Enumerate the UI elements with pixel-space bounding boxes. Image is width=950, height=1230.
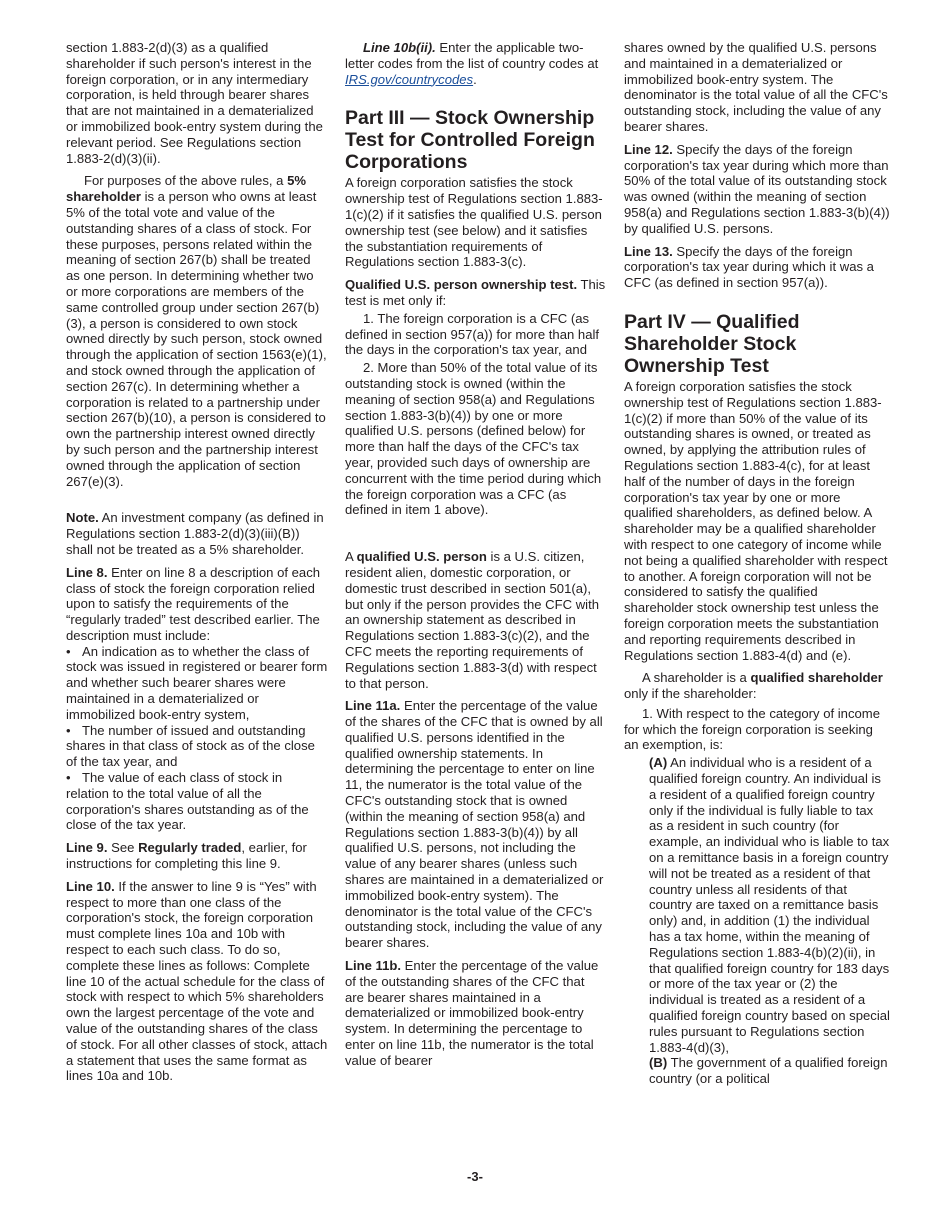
line13-paragraph: Line 13. Specify the days of the foreign corporation's tax year during which it was a CFC (as defined in section 957(a)). <box>624 243 874 291</box>
list-item: • An indication as to whether the class of stock was issued in registered or bearer form and whether such bearer shares were maintained in a dematerialized or immobilized book-entry system, <box>66 643 328 722</box>
country-codes-link[interactable]: IRS.gov/countrycodes <box>345 71 474 87</box>
text: Enter on line 8 a description of each class of stock the foreign corporation relied upon to satisfy the requirements of the “regularly traded” test described earlier. The description must include: <box>66 564 321 643</box>
text: For purposes of the above rules, a <box>84 173 288 189</box>
paragraph: A foreign corporation satisfies the stock ownership test of Regulations section 1.883-1(c)(2) if more than 50% of the value of its outstanding shares is owned, or treated as owned, by applying the attribution rules of Regulations section 1.883-4(c), for at least half of the number of days in the foreign corporation's tax year by one or more qualified shareholders, as defined below. A shareholder may be a qualified shareholder with respect to one category of income while not being a qualified shareholder with respect to another. A foreign corporation will not be considered to satisfy the qualified shareholder stock ownership test unless the foreign corporation meets the substantiation and reporting requirements described in Regulations section 1.883-4(d) and (e). <box>624 378 888 663</box>
paragraph: A foreign corporation satisfies the stock ownership test of Regulations section 1.883-1(c)(2) if it satisfies the qualified U.S. person ownership test (see below) and it satisfies the substantiation requirements of Regulations section 1.883-3(c). <box>345 175 603 270</box>
list-item: 2. More than 50% of the total value of its outstanding stock is owned (within the meaning of section 958(a) and Regulations section 1.883-3(b)(4)) by one or more qualified U.S. persons (defined below) for more than half the days of the CFC's tax year, provided such days of ownership are concurrent with the time period during which the foreign corporation was a CFC (as defined in item 1 above). <box>345 360 602 518</box>
line11a-label: Line 11a. <box>345 698 401 714</box>
term-qualified-shareholder: qualified shareholder <box>750 670 883 686</box>
part4-heading: Part IV — Qualified Shareholder Stock Ownership Test <box>624 310 800 377</box>
term-regularly-traded: Regularly traded <box>138 840 242 856</box>
text: An investment company (as defined in Regulations section 1.883-2(d)(3)(iii)(B)) shall not be treated as a 5% shareholder. <box>66 510 324 557</box>
bullet-icon: • <box>66 643 71 659</box>
column-3 <box>624 40 890 1087</box>
term-qualified-us-person: qualified U.S. person <box>356 549 487 565</box>
paragraph-5pct-shareholder <box>66 173 328 489</box>
text: is a person who owns at least 5% of the total vote and value of the outstanding shares of a class of stock. For these purposes, persons related within the meaning of section 267(b) shall be treated as one person. In determining whether two or more corporations are members of the same controlled group under section 267(b)(3), a person is considered to own stock owned directly by such person, stock owned through the application of section 1563(e)(1), and stock owned through the application of section 267(c). In determining whether a corporation is related to a partnership under section 267(b)(10), a person is considered to own the partnership interest owned directly by such person and the partnership interest owned through the application of section 267(e)(3). <box>66 189 327 489</box>
note-paragraph <box>66 510 328 557</box>
line10-label: Line 10. <box>66 878 115 894</box>
part3-heading: Part III — Stock Ownership Test for Controlled Foreign Corporations <box>345 107 595 174</box>
paragraph: shares owned by the qualified U.S. persons and maintained in a dematerialized or immobilized book-entry system. The denominator is the total value of all the CFC's outstanding stock, including the value of any bearer shares. <box>624 40 888 134</box>
list-item: • The number of issued and outstanding shares in that class of stock as of the close of the tax year, and <box>66 722 315 770</box>
qualified-test-label: Qualified U.S. person ownership test. <box>345 277 578 293</box>
line12-label: Line 12. <box>624 141 673 157</box>
line11b-label: Line 11b. <box>345 958 402 974</box>
line11b-paragraph: Line 11b. Enter the percentage of the value of the outstanding shares of the CFC that are bearer shares maintained in a dematerialized or immobilized book-entry system. In determining the percentage to enter on line 11b, the numerator is the total value of bearer <box>345 958 599 1068</box>
line9-paragraph: Line 9. See Regularly traded, earlier, for instructions for completing this line 9. <box>66 840 307 872</box>
bullet-icon: • <box>66 770 71 786</box>
page-number: -3- <box>467 1169 483 1184</box>
sub-item-label: (B) <box>649 1055 668 1071</box>
line11a-paragraph: Line 11a. Enter the percentage of the value of the shares of the CFC that is owned by all qualified U.S. persons identified in the qualified ownership statements. In determining the percentage to enter on line 11, the numerator is the total value of the CFC's outstanding stock that is owned (within the meaning of section 958(a) and Regulations section 1.883-3(b)(4)) by all qualified U.S. persons, not including the value of any bearer shares (unless such shares are maintained in a dematerialized or immobilized book-entry system). The denominator is the total value of the CFC's outstanding stock, including the value of any bearer shares. <box>345 698 604 951</box>
list-item: 1. With respect to the category of income for which the foreign corporation is seeking an exemption, is: <box>624 705 880 753</box>
paragraph: section 1.883-2(d)(3) as a qualified shareholder if such person's interest in the foreign corporation, or in any intermediary corporation, is held through bearer shares that are not maintained in a dematerialized or immobilized book-entry system during the relevant period. See Regulations section 1.883-2(d)(3)(ii). <box>66 40 323 166</box>
line10bii-paragraph: Line 10b(ii). Enter the applicable two-letter codes from the list of country codes at IRS.gov/countrycodes. <box>345 40 599 87</box>
line10bii-label: Line 10b(ii). <box>363 40 436 55</box>
qualified-test-paragraph: Qualified U.S. person ownership test. This test is met only if: <box>345 277 606 308</box>
column-1 <box>66 40 328 1091</box>
note-label: Note. <box>66 510 99 526</box>
column-2 <box>345 40 607 1076</box>
line9-label: Line 9. <box>66 840 108 856</box>
bullet-icon: • <box>66 722 71 738</box>
term-5pct-shareholder: 5% shareholder <box>66 173 307 205</box>
line12-paragraph: Line 12. Specify the days of the foreign corporation's tax year during which more than 50% of the total value of its outstanding stock was owned (within the meaning of section 958(a) and Regulations section 1.883-3(b)(4)) by qualified U.S. persons. <box>624 141 890 236</box>
line8-paragraph <box>66 565 328 644</box>
sub-item-a: (A) An individual who is a resident of a qualified foreign country. An individual is a resident of a qualified foreign country only if the individual is fully liable to tax as a resident in such country (for example, an individual who is liable to tax on a remittance basis in a foreign country will not be treated as a resident of that country unless all residents of that country are taxed on a remittance basis only) and, in addition (1) the individual has a tax home, within the meaning of Regulations section 1.883-4(b)(2)(ii), in that qualified foreign country for 183 days or more of the tax year or (2) the individual is treated as a resident of a qualified foreign country based on special rules pursuant to Regulations section 1.883-4(d)(3), <box>649 755 890 1055</box>
sub-item-b: (B) The government of a qualified foreign country (or a political <box>649 1055 888 1087</box>
list-item: • The value of each class of stock in relation to the total value of all the corporation's shares outstanding as of the close of the tax year. <box>66 770 309 833</box>
line13-label: Line 13. <box>624 243 673 259</box>
sub-item-label: (A) <box>649 755 668 771</box>
qualified-shareholder-paragraph: A shareholder is a qualified shareholder only if the shareholder: <box>624 670 883 702</box>
line10-paragraph: Line 10. If the answer to line 9 is “Yes” with respect to more than one class of the corporation's stock, the foreign corporation must complete lines 10a and 10b with respect to each such class. To do so, complete these lines as follows: Complete line 10 of the actual schedule for the class of stock with respect to which 5% shareholders own the largest percentage of the vote and value of the outstanding shares of the class of stock. For all other classes of stock, attach a statement that uses the same format as lines 10a and 10b. <box>66 878 328 1084</box>
line8-label: Line 8. <box>66 564 108 580</box>
qualified-person-paragraph: A qualified U.S. person is a U.S. citizen, resident alien, domestic corporation, or domestic trust described in section 501(a), but only if the person provides the CFC with an ownership statement as described in Regulations section 1.883-3(c)(2), and the CFC meets the reporting requirements of Regulations section 1.883-3(d) with respect to that person. <box>345 549 599 691</box>
list-item: 1. The foreign corporation is a CFC (as defined in section 957(a)) for more than half the days in the corporation's tax year, and <box>345 310 600 358</box>
